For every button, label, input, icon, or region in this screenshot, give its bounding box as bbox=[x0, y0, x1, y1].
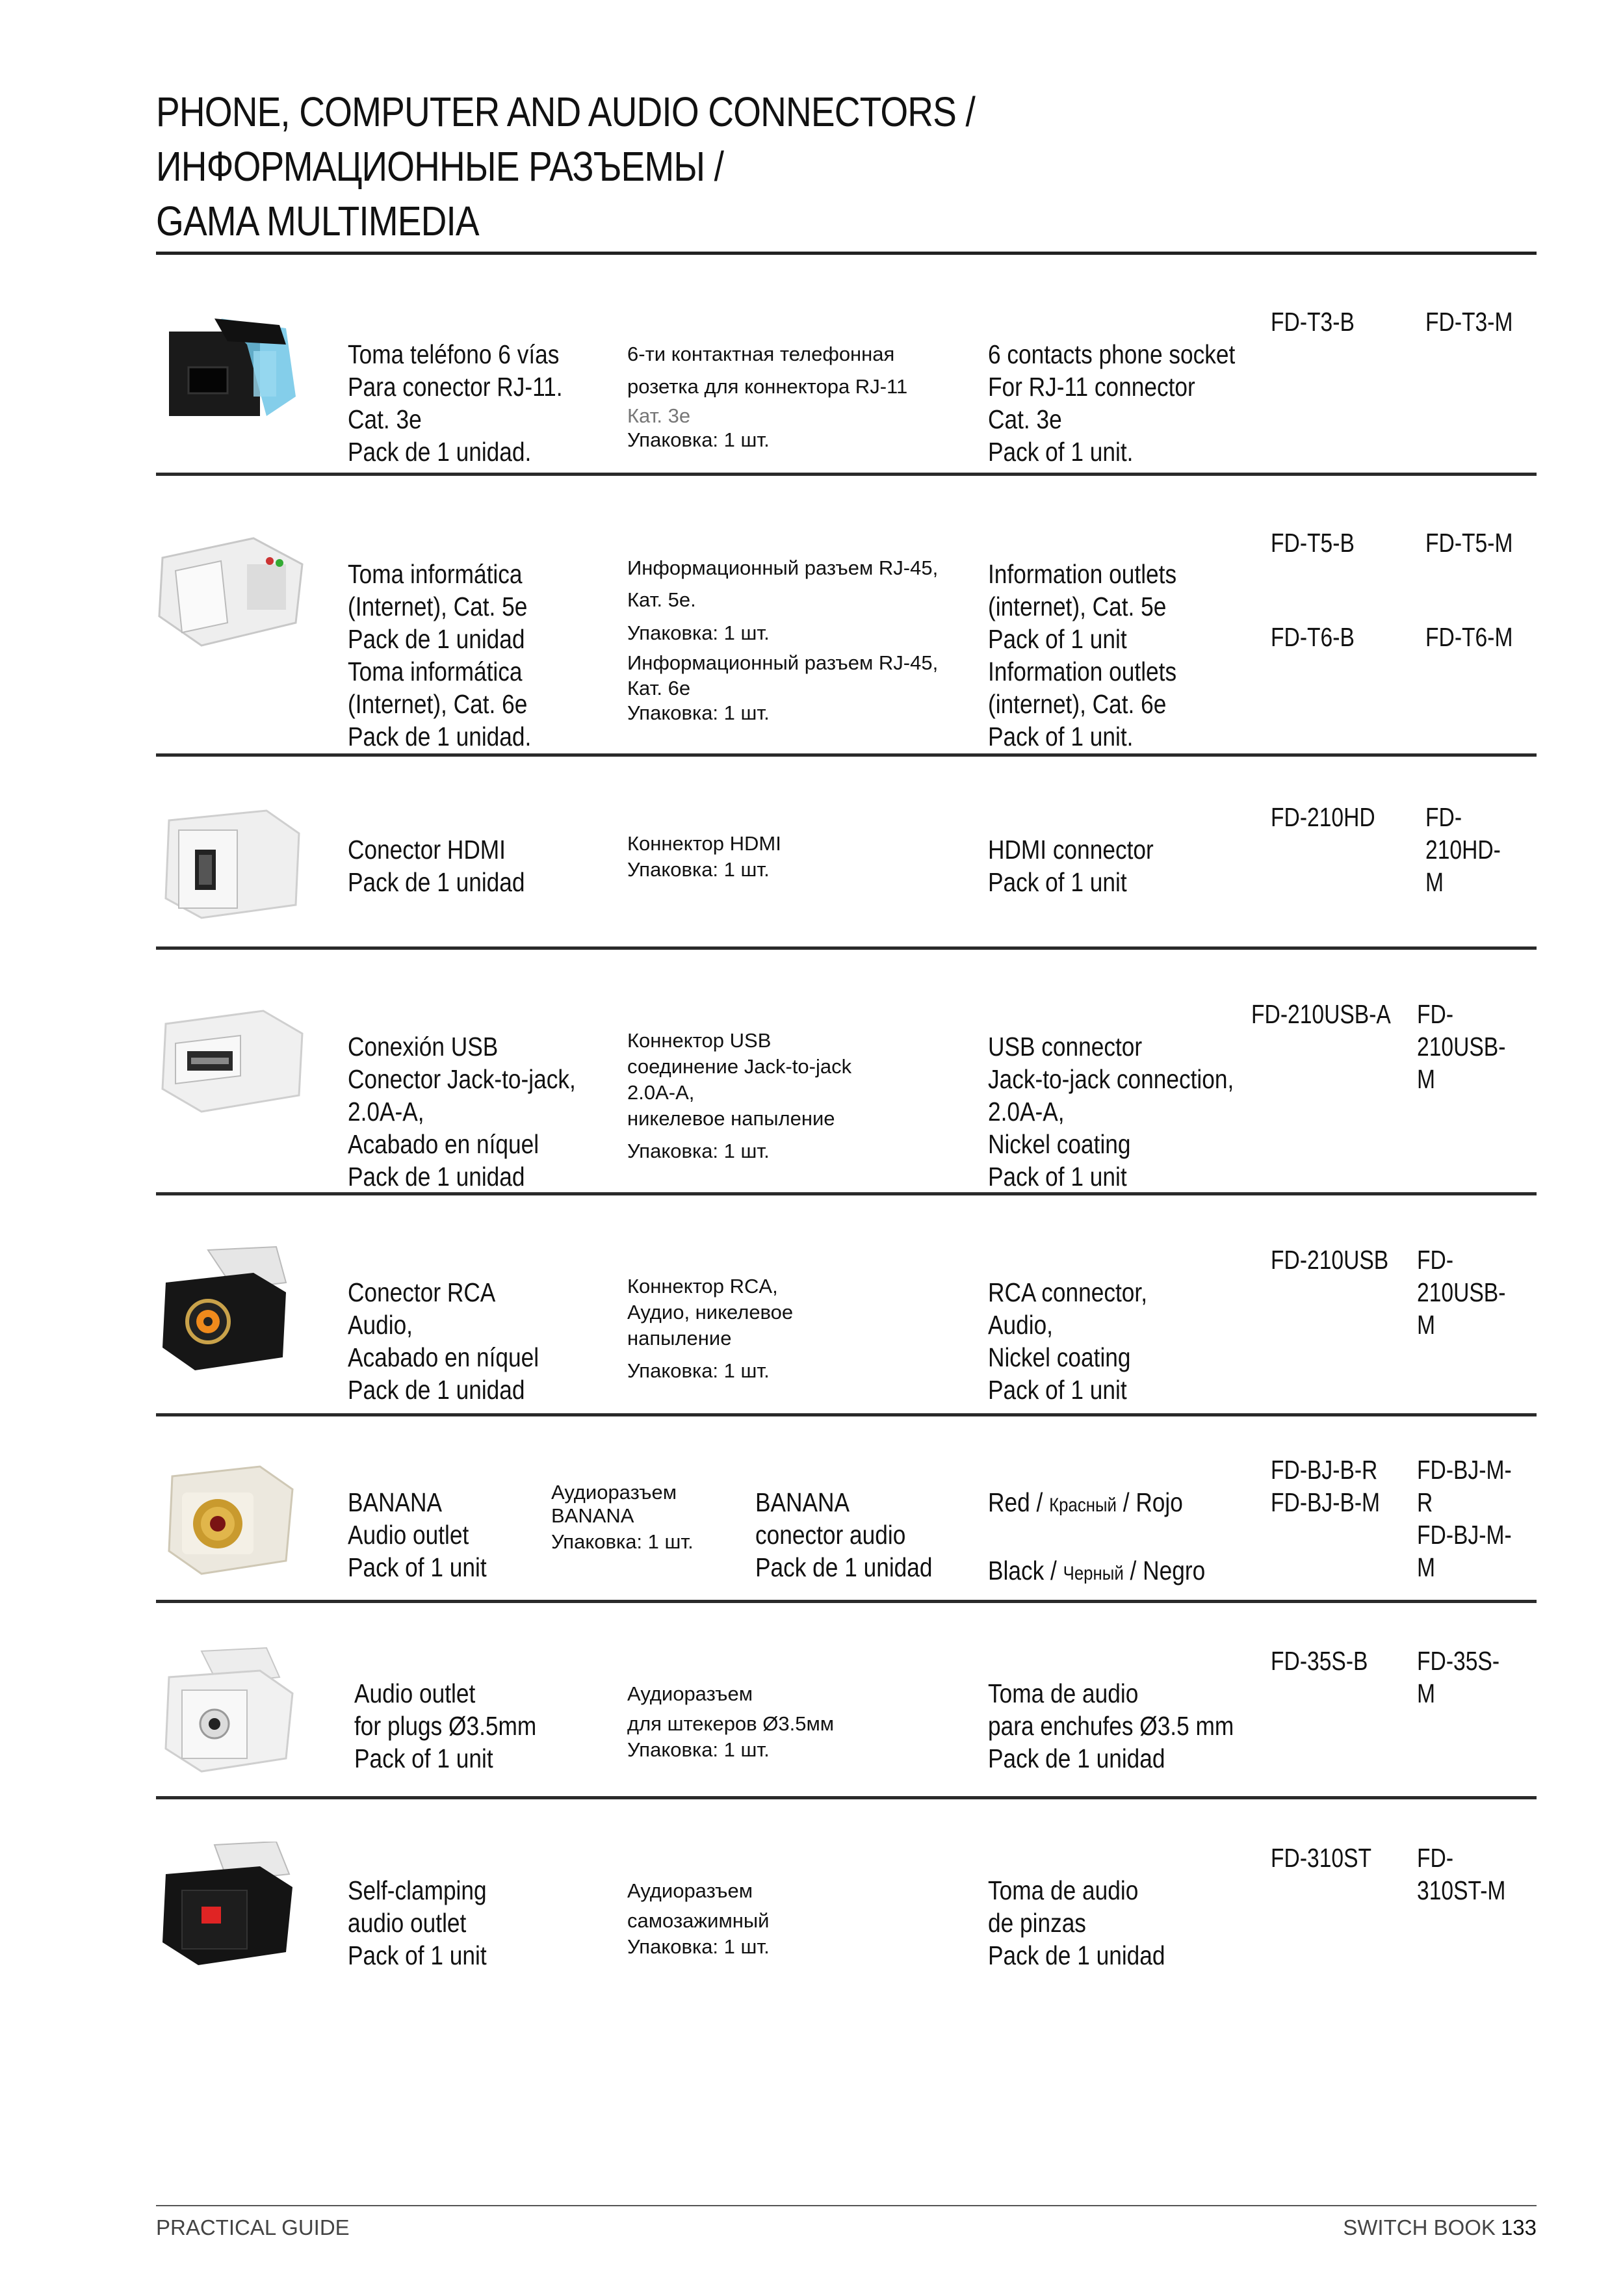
color-black: Black / Черный / Negro bbox=[988, 1556, 1206, 1585]
row-divider-7 bbox=[156, 1796, 1537, 1799]
rj45-outlet-image bbox=[156, 525, 309, 655]
row-divider-2 bbox=[156, 753, 1537, 757]
usb-english-text: USB connector Jack-to-jack connection, 2.0A-A, Nickel coating Pack of 1 unit bbox=[988, 1032, 1234, 1192]
row-divider-4 bbox=[156, 1192, 1537, 1195]
title-line-3: GAMA MULTIMEDIA bbox=[156, 198, 479, 244]
footer-book-label bbox=[1343, 2215, 1537, 2240]
product-row-hdmi bbox=[156, 801, 1537, 931]
rca-spanish-text: Conector RCA Audio, Acabado en níquel Pack de 1 unidad bbox=[348, 1277, 539, 1405]
rj11-english-text: 6 contacts phone socket For RJ-11 connector Cat. 3e Pack of 1 unit. bbox=[988, 339, 1236, 467]
self-clamping-english-text: Self-clamping audio outlet Pack of 1 unit bbox=[348, 1875, 487, 1970]
row-divider-5 bbox=[156, 1413, 1537, 1416]
audio-3-5mm-russian-text: Аудиоразъем для штекеров Ø3.5мм Упаковка: 1 шт. bbox=[627, 1682, 835, 1761]
banana-spanish-text: BANANA conector audio Pack de 1 unidad bbox=[755, 1487, 933, 1582]
self-clamping-russian-text: Аудиоразъем самозажимный Упаковка: 1 шт. bbox=[627, 1879, 770, 1958]
code-m-fd-210usb-m-rca: FD-210USB-M bbox=[1417, 1245, 1506, 1340]
rca-connector-image bbox=[156, 1244, 309, 1374]
hdmi-spanish-text: Conector HDMI Pack de 1 unidad bbox=[348, 835, 525, 897]
code-m-fd-210usb-m: FD-210USB-M bbox=[1417, 999, 1506, 1094]
code-b-fd-310st: FD-310ST bbox=[1271, 1843, 1372, 1873]
self-clamping-spanish-text: Toma de audio de pinzas Pack de 1 unidad bbox=[988, 1875, 1165, 1970]
self-clamping-outlet-image bbox=[156, 1842, 309, 1972]
code-b-fd-210usb: FD-210USB bbox=[1271, 1245, 1389, 1275]
row-divider-6 bbox=[156, 1600, 1537, 1603]
code-b-fd-35s: FD-35S-B bbox=[1271, 1646, 1368, 1676]
rca-english-text: RCA connector, Audio, Nickel coating Pack of 1 unit bbox=[988, 1277, 1148, 1405]
footer-divider bbox=[156, 2205, 1537, 2206]
code-b-fd-210usb-a: FD-210USB-A bbox=[1251, 999, 1391, 1029]
code-m-fd-t3: FD-T3-M bbox=[1425, 307, 1513, 337]
code-m-fd-bj: FD-BJ-M-R FD-BJ-M-M bbox=[1417, 1455, 1512, 1582]
hdmi-connector-image bbox=[156, 801, 309, 931]
code-m-fd-35s: FD-35S-M bbox=[1417, 1646, 1500, 1708]
row-divider-3 bbox=[156, 946, 1537, 950]
banana-color-list bbox=[988, 1454, 1279, 1623]
audio-3-5mm-image bbox=[156, 1645, 309, 1775]
rj45-spanish-text: Toma informática (Internet), Cat. 5e Pack de 1 unidad Toma informática (Internet), Cat. 6e Pack de 1 unidad. bbox=[348, 559, 532, 751]
usb-russian-text: Коннектор USB соединение Jack-to-jack 2.0A-A, никелевое напыление Упаковка: 1 шт. bbox=[627, 1029, 852, 1162]
title-line-1: PHONE, COMPUTER AND AUDIO CONNECTORS / bbox=[156, 88, 975, 135]
footer-guide-label: PRACTICAL GUIDE bbox=[156, 2215, 350, 2239]
code-b-fd-t5-t6: FD-T5-B FD-T6-B bbox=[1271, 528, 1355, 652]
page-title bbox=[156, 85, 975, 248]
banana-english-text: BANANA Audio outlet Pack of 1 unit bbox=[348, 1487, 487, 1582]
audio-3-5mm-english-text: Audio outlet for plugs Ø3.5mm Pack of 1 unit bbox=[354, 1678, 537, 1773]
usb-spanish-text: Conexión USB Conector Jack-to-jack, 2.0A-A, Acabado en níquel Pack de 1 unidad bbox=[348, 1032, 576, 1192]
usb-connector-image bbox=[156, 998, 309, 1128]
rj45-russian-text: Информационный разъем RJ-45, Кат. 5е. Упаковка: 1 шт. Информационный разъем RJ-45, Кат. 6е Упаковка: 1 шт. bbox=[627, 556, 939, 724]
product-row-self-clamping bbox=[156, 1842, 1537, 1972]
banana-russian-text: Аудиоразъем BANANA Упаковка: 1 шт. bbox=[551, 1481, 694, 1553]
color-red: Red / Красный / Rojo bbox=[988, 1487, 1183, 1517]
banana-outlet-image bbox=[156, 1454, 309, 1584]
rj11-russian-text: 6-ти контактная телефонная розетка для коннектора RJ-11 Кат. 3е Упаковка: 1 шт. bbox=[627, 343, 908, 451]
code-m-fd-310st: FD-310ST-M bbox=[1417, 1843, 1506, 1905]
code-m-fd-t5-t6: FD-T5-M FD-T6-M bbox=[1425, 528, 1513, 652]
product-row-banana bbox=[156, 1454, 1537, 1584]
code-b-fd-t3: FD-T3-B bbox=[1271, 307, 1355, 337]
rca-russian-text: Коннектор RCA, Аудио, никелевое напыление Упаковка: 1 шт. bbox=[627, 1275, 794, 1382]
code-b-fd-bj: FD-BJ-B-R FD-BJ-B-M bbox=[1271, 1455, 1381, 1517]
product-row-rj45 bbox=[156, 525, 1537, 751]
row-divider-1 bbox=[156, 473, 1537, 476]
page-number: 133 bbox=[1500, 2215, 1537, 2239]
product-row-audio-3-5mm bbox=[156, 1645, 1537, 1775]
code-m-fd-210hd: FD-210HD-M bbox=[1425, 802, 1501, 897]
rj45-english-text: Information outlets (internet), Cat. 5e Pack of 1 unit Information outlets (internet), Cat. 6e Pack of 1 unit. bbox=[988, 559, 1177, 751]
code-b-fd-210hd: FD-210HD bbox=[1271, 802, 1375, 832]
audio-3-5mm-spanish-text: Toma de audio para enchufes Ø3.5 mm Pack de 1 unidad bbox=[988, 1678, 1234, 1773]
product-row-rj11 bbox=[156, 306, 1537, 468]
rj11-socket-image bbox=[156, 306, 309, 436]
product-row-usb bbox=[156, 998, 1537, 1192]
title-line-2: ИНФОРМАЦИОННЫЕ РАЗЪЕМЫ / bbox=[156, 143, 724, 190]
hdmi-english-text: HDMI connector Pack of 1 unit bbox=[988, 835, 1154, 897]
hdmi-russian-text: Коннектор HDMI Упаковка: 1 шт. bbox=[627, 832, 781, 881]
rj11-spanish-text: Toma teléfono 6 vías Para conector RJ-11. Cat. 3e Pack de 1 unidad. bbox=[348, 339, 563, 467]
header-divider bbox=[156, 252, 1537, 255]
product-row-rca bbox=[156, 1244, 1537, 1413]
footer-book-title: SWITCH BOOK bbox=[1343, 2215, 1496, 2239]
